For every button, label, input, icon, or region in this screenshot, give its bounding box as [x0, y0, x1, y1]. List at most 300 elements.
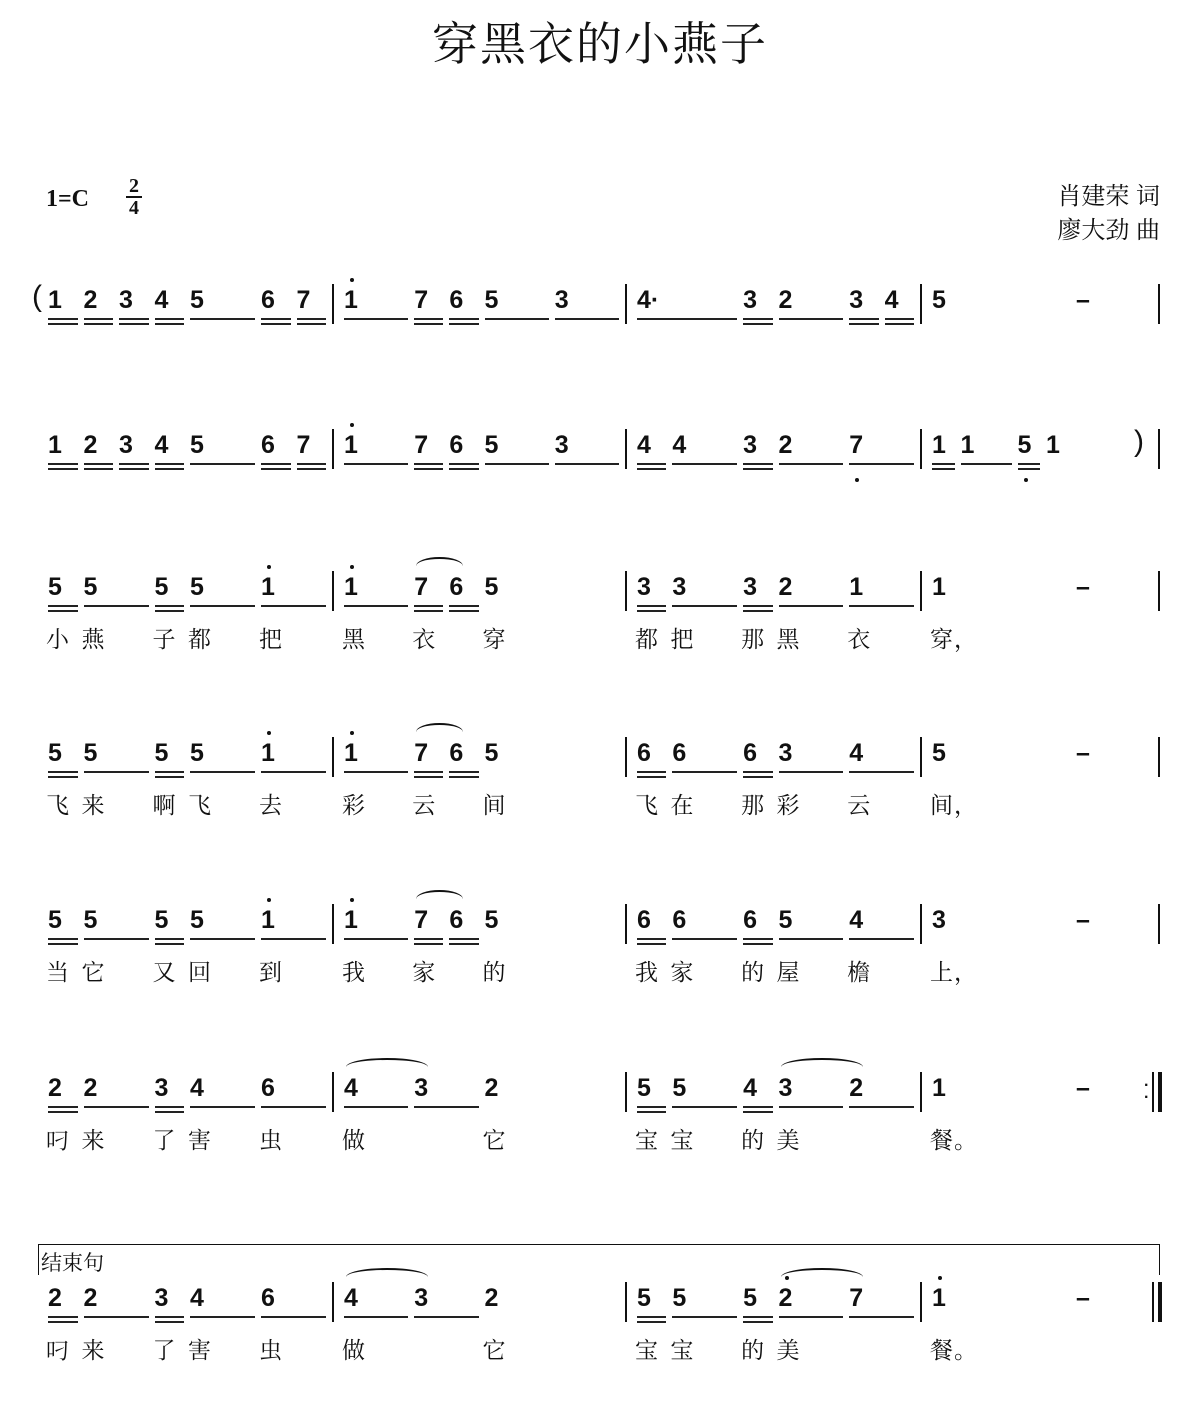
measure: [625, 1282, 920, 1363]
underline-beam: [449, 318, 478, 320]
lyric: 宝: [635, 1337, 659, 1363]
note-slot: [259, 1282, 332, 1363]
underline-beam: [449, 468, 478, 470]
note: 3: [554, 431, 569, 459]
lyric: 上，: [930, 959, 978, 985]
measure-notes: [46, 571, 332, 652]
lyric: 宝: [635, 1127, 659, 1153]
barline: [1158, 737, 1160, 777]
underline-beam: [261, 1316, 326, 1318]
note: 4: [672, 431, 687, 459]
underline-beam: [119, 468, 149, 470]
underline-beam: [48, 938, 78, 940]
underline-beam: [672, 605, 737, 607]
lyric: 害: [188, 1127, 212, 1153]
note: 4: [154, 431, 169, 459]
note-slot: [776, 571, 850, 652]
underline-beam: [414, 318, 443, 320]
note-slot: [485, 429, 555, 489]
note-slot: [119, 284, 155, 344]
underline-beam: [48, 605, 78, 607]
lyric: 美: [776, 1337, 801, 1363]
underline-beam: [485, 318, 549, 320]
lyric: 穿，: [930, 626, 978, 652]
note-slot: [741, 1072, 778, 1153]
underline-beam: [743, 1316, 772, 1318]
note: 1: [932, 1074, 946, 1102]
note-slot: [297, 429, 333, 489]
measure: [332, 571, 625, 652]
note-slot: [930, 904, 1046, 985]
note-slot: [48, 284, 84, 344]
underline-beam: [48, 1106, 78, 1108]
underline-beam: [779, 1316, 844, 1318]
underline-beam: [84, 605, 149, 607]
note-slot: [670, 904, 743, 985]
note-slot: [188, 1072, 261, 1153]
note: 5: [778, 906, 793, 934]
note: 6: [449, 431, 464, 459]
measures-row: [46, 1072, 1160, 1153]
lyric: 叼: [46, 1337, 70, 1363]
measure: [920, 284, 1160, 324]
underline-beam: [637, 776, 666, 778]
underline-beam: [190, 463, 255, 465]
note-slot: [412, 737, 449, 818]
key-signature: 1=C: [46, 186, 90, 212]
measure-notes: [342, 1072, 625, 1153]
note-slot: [190, 284, 261, 344]
note: 3: [637, 573, 651, 601]
coda-bracket: [38, 1244, 1160, 1275]
note-slot: [849, 1072, 920, 1132]
lyric: 了: [152, 1337, 177, 1363]
note-slot: [449, 429, 484, 489]
lyric: 它: [81, 959, 106, 985]
underline-beam: [779, 771, 844, 773]
underline-beam: [190, 318, 255, 320]
underline-beam: [155, 943, 185, 945]
high-octave-dot: [267, 731, 271, 735]
lyric: 去: [259, 792, 283, 818]
time-bottom: 4: [129, 197, 139, 219]
underline-beam: [84, 1316, 149, 1318]
lyric: 了: [152, 1127, 177, 1153]
note-slot: [84, 429, 120, 489]
high-octave-dot: [350, 731, 354, 735]
note: 2: [778, 1284, 793, 1312]
note-slot: [81, 1072, 155, 1153]
measure-notes: [635, 904, 920, 985]
note: 6: [449, 739, 464, 767]
note-slot: [412, 904, 449, 985]
note: 5: [484, 286, 499, 314]
underline-beam: [779, 1106, 844, 1108]
note: 3: [119, 286, 133, 314]
measure-notes: [635, 571, 920, 652]
note-slot: [81, 737, 155, 818]
note-slot: [46, 571, 84, 652]
note: 3: [778, 1074, 793, 1102]
note-slot: [46, 737, 84, 818]
note: 5: [484, 431, 499, 459]
lyric: 宝: [670, 1127, 695, 1153]
underline-beam: [344, 1316, 408, 1318]
note: 3: [743, 431, 758, 459]
underline-beam: [261, 323, 291, 325]
staff-line: [48, 1072, 1160, 1182]
note-slot: [152, 571, 191, 652]
note: 1: [48, 431, 62, 459]
measure-notes: [932, 284, 1160, 324]
measure: [625, 1072, 920, 1153]
measure: [46, 571, 332, 652]
note: 5: [637, 1074, 651, 1102]
measure-notes: [344, 284, 625, 324]
lyric: 美: [776, 1127, 801, 1153]
underline-beam: [743, 1321, 772, 1323]
note: 2: [48, 1284, 62, 1312]
measure: [332, 429, 625, 469]
note-slot: [152, 904, 191, 985]
lyric: 的: [741, 1127, 766, 1153]
lyric: 它: [482, 1337, 507, 1363]
note-slot: [779, 284, 850, 344]
underline-beam: [743, 776, 772, 778]
measures-row: [48, 429, 1160, 489]
note: 3: [414, 1284, 429, 1312]
staff-line: [32, 280, 1160, 394]
lyric: 虫: [259, 1127, 283, 1153]
lyric: 来: [81, 1127, 106, 1153]
note-slot: [1046, 904, 1160, 964]
note: 5: [154, 573, 169, 601]
note: 7: [414, 906, 429, 934]
measures-row: [48, 284, 1160, 344]
underline-beam: [344, 318, 408, 320]
credits: [1057, 180, 1160, 248]
note-slot: [152, 1072, 191, 1153]
song-title: 穿黑衣的小燕子: [432, 18, 768, 70]
note: 2: [778, 286, 793, 314]
staff-line: [48, 425, 1160, 539]
note-slot: [961, 429, 1018, 489]
note: 6: [743, 739, 758, 767]
note-slot: [743, 429, 778, 489]
note-slot: [259, 904, 332, 985]
high-octave-dot: [350, 898, 354, 902]
measure-notes: [46, 1282, 332, 1363]
underline-beam: [155, 468, 185, 470]
note-slot: [776, 904, 850, 985]
note-slot: [847, 737, 920, 818]
note-slot: [849, 1282, 920, 1342]
note-slot: [741, 737, 778, 818]
note: 2: [484, 1074, 499, 1102]
note: 2: [484, 1284, 499, 1312]
underline-beam: [637, 943, 666, 945]
lyric: 云: [847, 792, 872, 818]
note: 5: [83, 573, 98, 601]
lyric: 飞: [188, 792, 212, 818]
lyric: 彩: [342, 792, 366, 818]
note-slot: [297, 284, 333, 344]
underline-beam: [155, 771, 185, 773]
note: 3: [778, 739, 793, 767]
underline-beam: [48, 943, 78, 945]
lyric: 到: [259, 959, 283, 985]
note-slot: [261, 284, 297, 344]
underline-beam: [297, 463, 327, 465]
note-slot: [779, 429, 850, 489]
staff-line: [48, 737, 1160, 847]
underline-beam: [779, 463, 844, 465]
underline-beam: [743, 1106, 772, 1108]
lyric: 燕: [81, 626, 106, 652]
note: 2: [778, 431, 793, 459]
note-slot: [847, 571, 920, 652]
note-slot: [48, 429, 84, 489]
lyric: 都: [188, 626, 212, 652]
measures-row: [46, 571, 1160, 652]
underline-beam: [637, 610, 666, 612]
underline-beam: [672, 1316, 737, 1318]
slur-arc: [781, 1268, 863, 1286]
note: 6: [672, 739, 687, 767]
underline-beam: [414, 1316, 478, 1318]
note: 5: [190, 739, 204, 767]
note: 2: [83, 1074, 98, 1102]
lyric: 间，: [930, 792, 978, 818]
measure: [920, 429, 1160, 469]
note: 5: [743, 1284, 758, 1312]
open-paren: (: [32, 280, 42, 313]
note: 4: [849, 906, 864, 934]
underline-beam: [637, 1106, 666, 1108]
note-slot: [670, 737, 743, 818]
underline-beam: [48, 1321, 78, 1323]
underline-beam: [414, 463, 443, 465]
measure-notes: [46, 737, 332, 818]
measure: [920, 737, 1160, 818]
underline-beam: [672, 1106, 737, 1108]
lyric: 叼: [46, 1127, 70, 1153]
note-slot: [261, 429, 297, 489]
underline-beam: [849, 605, 914, 607]
sustain-dash: –: [1076, 1074, 1090, 1102]
note-slot: [188, 571, 261, 652]
underline-beam: [119, 323, 149, 325]
underline-beam: [743, 605, 772, 607]
underline-beam: [84, 938, 149, 940]
barline: [1158, 571, 1160, 611]
measure: [48, 429, 332, 489]
repeat-end-barline: [1152, 1072, 1162, 1112]
note: 1: [849, 573, 864, 601]
note-slot: [932, 284, 1046, 344]
underline-beam: [344, 1106, 408, 1108]
note-slot: [849, 284, 884, 344]
lyric: 黑: [776, 626, 801, 652]
note-slot: [152, 1282, 191, 1363]
note-slot: [555, 429, 625, 489]
underline-beam: [414, 610, 443, 612]
underline-beam: [932, 463, 955, 465]
underline-beam: [297, 323, 327, 325]
underline-beam: [414, 605, 443, 607]
underline-beam: [555, 318, 619, 320]
lyric: 虫: [259, 1337, 283, 1363]
underline-beam: [743, 938, 772, 940]
note: 1: [932, 573, 946, 601]
lyric: 飞: [635, 792, 659, 818]
lyric: 的: [482, 959, 507, 985]
measure: [332, 1282, 625, 1363]
note: 2: [778, 573, 793, 601]
note-slot: [482, 571, 626, 652]
note-slot: [81, 1282, 155, 1363]
note: 3: [849, 286, 864, 314]
underline-beam: [672, 771, 737, 773]
note-slot: [635, 1072, 672, 1153]
underline-beam: [84, 468, 114, 470]
underline-beam: [743, 771, 772, 773]
underline-beam: [849, 323, 878, 325]
note: 6: [449, 573, 464, 601]
note-slot: [342, 1072, 414, 1153]
underline-beam: [261, 318, 291, 320]
note: 3: [154, 1284, 169, 1312]
note: 6: [743, 906, 758, 934]
note-slot: [46, 1072, 84, 1153]
measure: [48, 284, 332, 344]
underline-beam: [414, 771, 443, 773]
note: 6: [261, 431, 275, 459]
note: 2: [83, 286, 98, 314]
note: 6: [261, 1284, 275, 1312]
underline-beam: [190, 1106, 255, 1108]
underline-beam: [155, 1106, 185, 1108]
sustain-dash: –: [1076, 573, 1090, 601]
underline-beam: [637, 771, 666, 773]
underline-beam: [261, 468, 291, 470]
note-slot: [412, 571, 449, 652]
slur-arc: [781, 1058, 863, 1076]
lyric: 都: [635, 626, 659, 652]
lyric: 来: [81, 1337, 106, 1363]
note-slot: [414, 429, 449, 489]
high-octave-dot: [350, 423, 354, 427]
note-slot: [1046, 571, 1160, 631]
measure: [625, 571, 920, 652]
note-slot: [344, 284, 414, 344]
measure-notes: [342, 737, 625, 818]
underline-beam: [84, 1106, 149, 1108]
slur-arc: [416, 557, 463, 575]
underline-beam: [155, 1316, 185, 1318]
note: 7: [849, 431, 864, 459]
lyric: 我: [635, 959, 659, 985]
underline-beam: [344, 463, 408, 465]
underline-beam: [48, 610, 78, 612]
measure: [332, 904, 625, 985]
measure-notes: [932, 429, 1160, 469]
note: 5: [83, 739, 98, 767]
note: 5: [190, 431, 204, 459]
measure: [625, 737, 920, 818]
underline-beam: [449, 771, 478, 773]
measure: [46, 1072, 332, 1153]
underline-beam: [449, 776, 478, 778]
underline-beam: [414, 776, 443, 778]
note: 1: [932, 1284, 946, 1312]
underline-beam: [190, 605, 255, 607]
note: 5: [190, 573, 204, 601]
note: 5: [637, 1284, 651, 1312]
underline-beam: [849, 1106, 914, 1108]
underline-beam: [414, 1106, 478, 1108]
note-slot: [119, 429, 155, 489]
note: 5: [48, 573, 62, 601]
note: 1: [261, 573, 275, 601]
note: 6: [261, 1074, 275, 1102]
note: 5: [154, 906, 169, 934]
note: 7: [849, 1284, 864, 1312]
note-slot: [932, 429, 961, 489]
underline-beam: [885, 318, 914, 320]
underline-beam: [297, 468, 327, 470]
note: 6: [672, 906, 687, 934]
note: 7: [296, 286, 311, 314]
underline-beam: [637, 318, 737, 320]
lyric: 餐。: [930, 1337, 978, 1363]
note: 2: [48, 1074, 62, 1102]
note-slot: [482, 904, 626, 985]
note-slot: [152, 737, 191, 818]
note-slot: [259, 1072, 332, 1153]
note: 1: [261, 906, 275, 934]
lyric: 当: [46, 959, 70, 985]
underline-beam: [155, 323, 185, 325]
final-barline: [1152, 1282, 1162, 1322]
note-slot: [414, 1282, 484, 1342]
note-slot: [84, 284, 120, 344]
note: 1: [344, 431, 358, 459]
note: 4: [884, 286, 899, 314]
note: 7: [296, 431, 311, 459]
underline-beam: [637, 938, 666, 940]
underline-beam: [84, 318, 114, 320]
note-slot: [46, 1282, 84, 1363]
note-slot: [743, 284, 778, 344]
measure-notes: [344, 429, 625, 469]
note-slot: [635, 571, 672, 652]
note-slot: [930, 1282, 1046, 1363]
lyric: 衣: [847, 626, 872, 652]
staff-line: [48, 904, 1160, 1014]
barline: [1158, 284, 1160, 324]
note-slot: [776, 737, 850, 818]
note-slot: [46, 904, 84, 985]
lyric: 我: [342, 959, 366, 985]
note: 4: [637, 431, 651, 459]
measure-notes: [930, 1072, 1160, 1153]
underline-beam: [743, 468, 772, 470]
note: 5: [1017, 431, 1032, 459]
underline-beam: [190, 938, 255, 940]
underline-beam: [48, 1111, 78, 1113]
measure-notes: [48, 429, 332, 489]
